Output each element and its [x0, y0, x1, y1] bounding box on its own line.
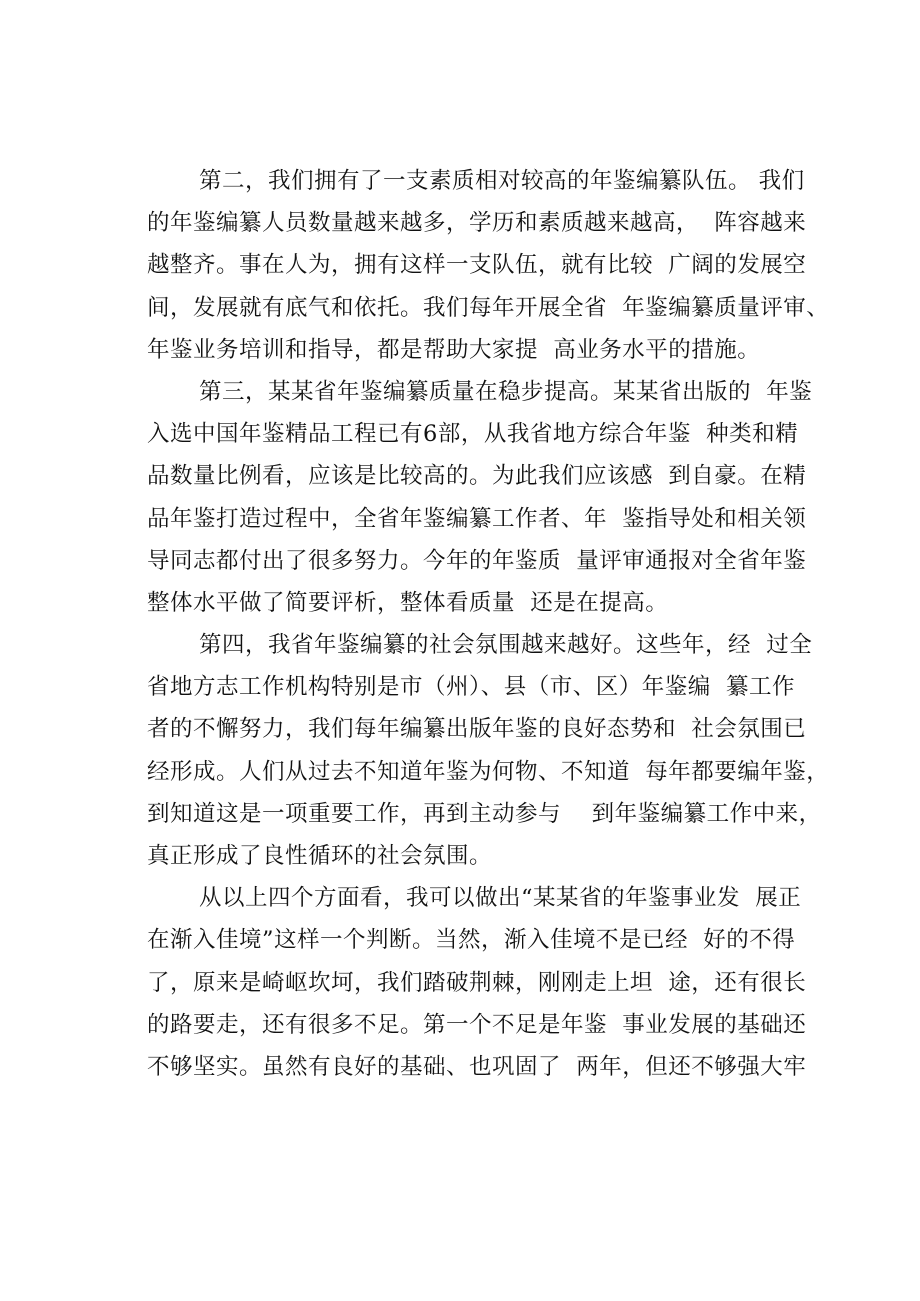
text-line: 的年鉴编纂人员数量越来越多，学历和素质越来越高， 阵容越来 — [147, 210, 807, 237]
text-line: 经形成。人们从过去不知道年鉴为何物、不知道 每年都要编年鉴， — [147, 758, 830, 785]
text-line: 越整齐。事在人为，拥有这样一支队伍，就有比较 广阔的发展空 — [147, 252, 807, 279]
text-line: 品数量比例看，应该是比较高的。为此我们应该感 到自豪。在精 — [147, 463, 807, 490]
text-line: 真正形成了良性循环的社会氛围。 — [147, 843, 493, 869]
paragraph-first-line: 第二，我们拥有了一支素质相对较高的年鉴编纂队伍。 我们 — [199, 168, 805, 194]
text-line: 间，发展就有底气和依托。我们每年开展全省 年鉴编纂质量评审、 — [147, 294, 830, 321]
text-line: 入选中国年鉴精品工程已有6部，从我省地方综合年鉴 种类和精 — [147, 421, 799, 448]
text-line: 了，原来是崎岖坎坷，我们踏破荆棘，刚刚走上坦 途，还有很长 — [147, 969, 807, 996]
text-line: 整体水平做了简要评析，整体看质量 还是在提高。 — [147, 589, 669, 616]
text-line: 者的不懈努力，我们每年编纂出版年鉴的良好态势和 社会氛围已 — [147, 716, 807, 743]
text-line: 导同志都付出了很多努力。今年的年鉴质 量评审通报对全省年鉴 — [147, 547, 807, 574]
paragraph-first-line: 第三，某某省年鉴编纂质量在稳步提高。某某省出版的 年鉴 — [199, 378, 813, 405]
body-text — [147, 160, 830, 1088]
paragraph-first-line: 第四，我省年鉴编纂的社会氛围越来越好。这些年，经 过全 — [199, 632, 813, 659]
text-line: 品年鉴打造过程中，全省年鉴编纂工作者、年 鉴指导处和相关领 — [147, 505, 807, 532]
text-line: 的路要走，还有很多不足。第一个不足是年鉴 事业发展的基础还 — [147, 1011, 807, 1038]
text-line: 到知道这是一项重要工作，再到主动参与 到年鉴编纂工作中来， — [147, 800, 822, 827]
text-line: 不够坚实。虽然有良好的基础、也巩固了 两年，但还不够强大牢 — [147, 1053, 807, 1080]
text-line: 在渐入佳境”这样一个判断。当然，渐入佳境不是已经 好的不得 — [147, 927, 796, 954]
text-line: 省地方志工作机构特别是市（州）、县（市、区）年鉴编 纂工作 — [147, 674, 796, 701]
text-line: 年鉴业务培训和指导，都是帮助大家提 高业务水平的措施。 — [147, 336, 761, 363]
paragraph-first-line: 从以上四个方面看，我可以做出“某某省的年鉴事业发 展正 — [199, 885, 802, 912]
